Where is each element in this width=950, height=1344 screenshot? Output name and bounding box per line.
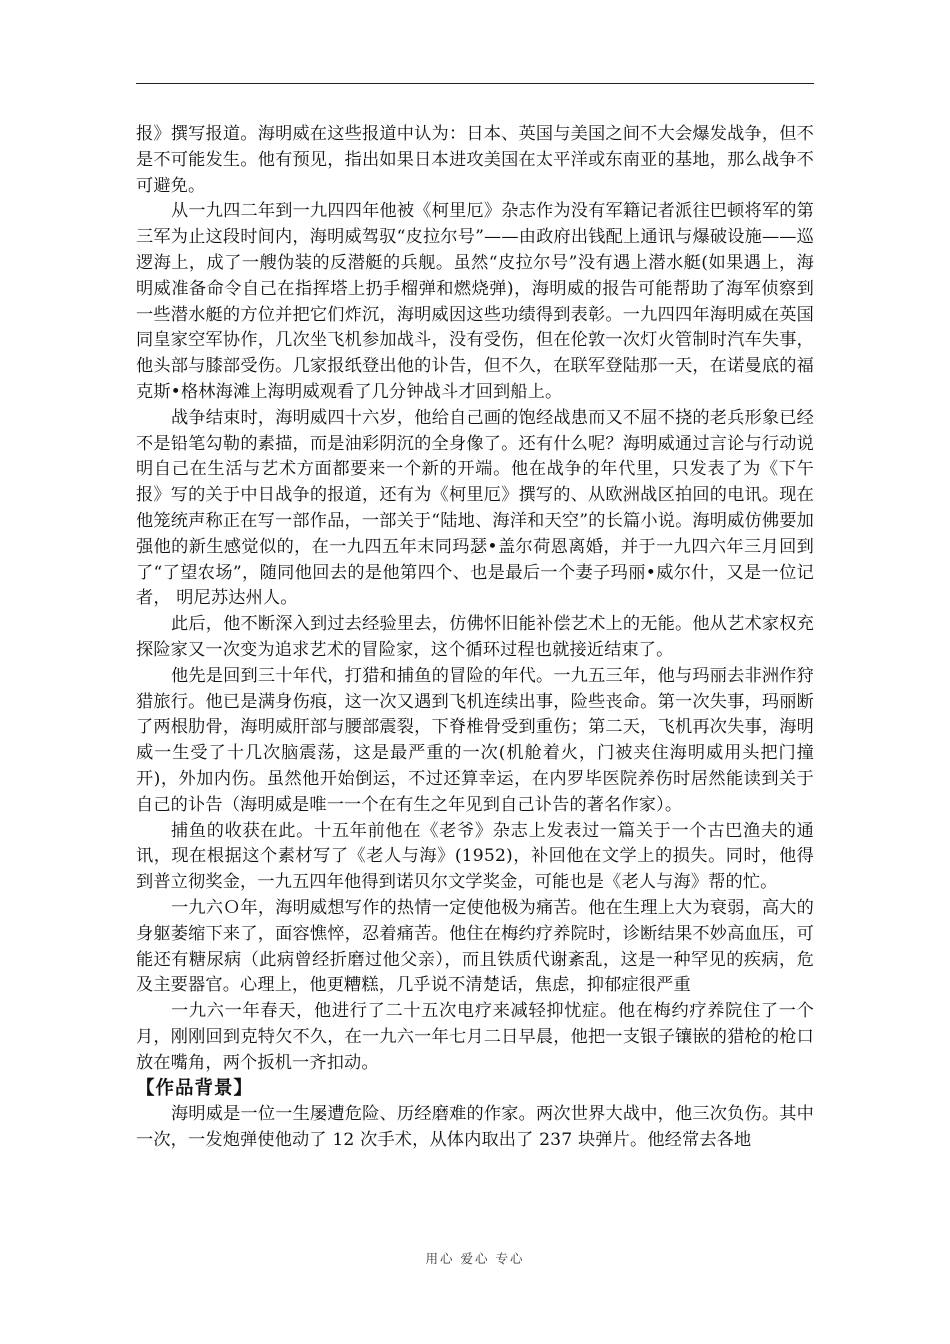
section-paragraph-1: 海明威是一位一生屡遭危险、历经磨难的作家。两次世界大战中，他三次负伤。其中一次，一发炮弹使他动了 12 次手术，从体内取出了 237 块弹片。他经常去各地 — [136, 1104, 814, 1151]
page-footer: 用心 爱心 专心 — [425, 1251, 525, 1266]
paragraph-3: 战争结束时，海明威四十六岁，他给自己画的饱经战患而又不屈不挠的老兵形象已经不是铅笔勾勒的素描，而是油彩阴沉的全身像了。还有什么呢？海明威通过言论与行动说明自己在生活与艺术方面都要来一个新的开端。他在战争的年代里，只发表了为《下午报》写的关于中日战争的报道，还有为《柯里厄》撰写的、从欧洲战区拍回的电讯。现在他笼统声称正在写一部作品，一部关于“陆地、海洋和天空”的长篇小说。海明威仿佛要加强他的新生感觉似的，在一九四五年末同玛瑟•盖尔荷恩离婚，并于一九四六年三月回到了“了望农场”，随同他回去的是他第四个、也是最后一个妻子玛丽•威尔什，又是一位记者， 明尼苏达州人。 — [136, 407, 814, 609]
header-rule — [136, 83, 814, 84]
paragraph-7: 一九六Ｏ年，海明威想写作的热情一定使他极为痛苦。他在生理上大为衰弱，高大的身躯萎缩下来了，面容憔悴，忍着痛苦。他住在梅约疗养院时，诊断结果不妙高血压，可能还有糖尿病（此病曾经折磨过他父亲），而且铁质代谢紊乱，这是一种罕见的疾病，危及主要器官。心理上，他更糟糕，几乎说不清楚话，焦虑，抑郁症很严重 — [136, 897, 814, 996]
document-body — [136, 122, 814, 1154]
section-heading: 【作品背景】 — [136, 1078, 254, 1100]
paragraph-6: 捕鱼的收获在此。十五年前他在《老爷》杂志上发表过一篇关于一个古巴渔夫的通讯，现在根据这个素材写了《老人与海》(1952)，补回他在文学上的损失。同时，他得到普立彻奖金，一九五四年他得到诺贝尔文学奖金，可能也是《老人与海》帮的忙。 — [136, 820, 814, 893]
paragraph-8: 一九六一年春天，他进行了二十五次电疗来减轻抑忧症。他在梅约疗养院住了一个月，刚刚回到克特欠不久，在一九六一年七月二日早晨，他把一支银子镶嵌的猎枪的枪口放在嘴角，两个扳机一齐扣动。 — [136, 1001, 814, 1073]
paragraph-1: 报》撰写报道。海明威在这些报道中认为：日本、英国与美国之间不大会爆发战争，但不是不可能发生。他有预见，指出如果日本进攻美国在太平洋或东南亚的基地，那么战争不可避免。 — [136, 124, 814, 196]
paragraph-4: 此后，他不断深入到过去经验里去，仿佛怀旧能补偿艺术上的无能。他从艺术家权充探险家又一次变为追求艺术的冒险家，这个循环过程也就接近结束了。 — [136, 614, 814, 660]
paragraph-2: 从一九四二年到一九四四年他被《柯里厄》杂志作为没有军籍记者派往巴顿将军的第三军为止这段时间内，海明威驾驭“皮拉尔号”——由政府出钱配上通讯与爆破设施——巡逻海上，成了一艘伪装的反潜艇的兵舰。虽然“皮拉尔号”没有遇上潜水艇(如果遇上，海明威准备命令自己在指挥塔上扔手榴弹和燃烧弹)，海明威的报告可能帮助了海军侦察到一些潜水艇的方位并把它们炸沉，海明威因这些功绩得到表彰。一九四四年海明威在英国同皇家空军协作，几次坐飞机参加战斗，没有受伤，但在伦敦一次灯火管制时汽车失事，他头部与膝部受伤。几家报纸登出他的讣告，但不久，在联军登陆那一天，在诺曼底的福克斯•格林海滩上海明威观看了几分钟战斗才回到船上。 — [136, 201, 814, 402]
paragraph-5: 他先是回到三十年代，打猎和捕鱼的冒险的年代。一九五三年，他与玛丽去非洲作狩猎旅行。他已是满身伤痕，这一次又遇到飞机连续出事，险些丧命。第一次失事，玛丽断了两根肋骨，海明威肝部与腰部震裂，下脊椎骨受到重伤；第二天，飞机再次失事，海明威一生受了十几次脑震荡，这是最严重的一次(机舱着火，门被夹住海明威用头把门撞开)，外加内伤。虽然他开始倒运，不过还算幸运，在内罗毕医院养伤时居然能读到关于自己的讣告（海明威是唯一一个在有生之年见到自己讣告的著名作家）。 — [136, 665, 814, 815]
